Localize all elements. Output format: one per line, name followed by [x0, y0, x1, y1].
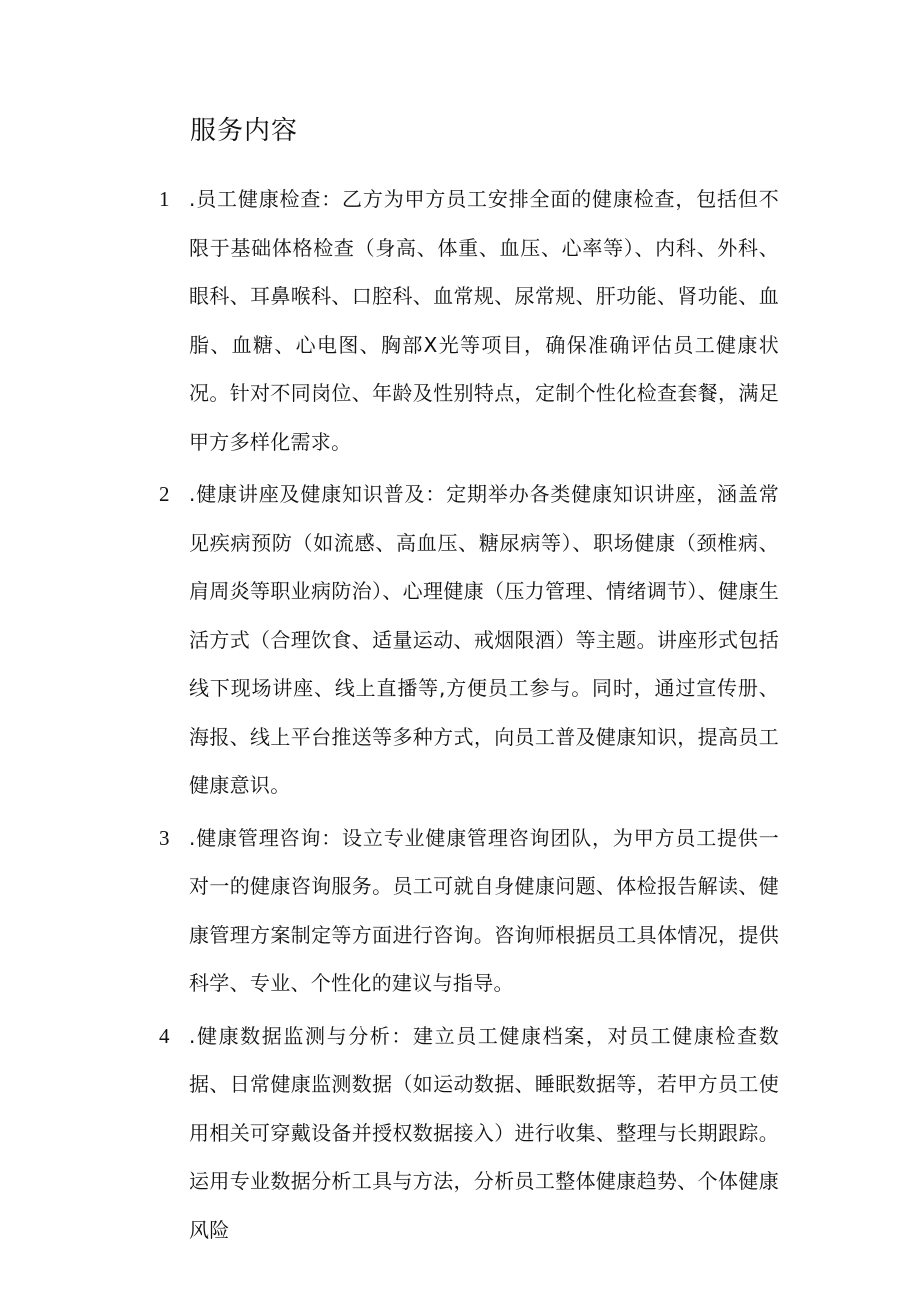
item-text: .健康管理咨询：设立专业健康管理咨询团队，为甲方员工提供一对一的健康咨询服务。员工可就自身健康问题、体检报告解读、健康管理方案制定等方面进行咨询。咨询师根据员工具体情况，提供科学、专业、个性化的建议与指导。 [189, 825, 779, 995]
item-number: 2 [159, 482, 170, 506]
list-item [0, 470, 779, 810]
item-number: 1 [159, 187, 170, 211]
item-text: .健康讲座及健康知识普及：定期举办各类健康知识讲座，涵盖常见疾病预防（如流感、高血压、糖尿病等）、职场健康（颈椎病、肩周炎等职业病防治）、心理健康（压力管理、情绪调节）、健康生活方式（合理饮食、适量运动、戒烟限酒）等主题。讲座形式包括线下现场讲座、线上直播等,方便员工参与。同时，通过宣传册、海报、线上平台推送等多种方式，向员工普及健康知识，提高员工健康意识。 [189, 482, 779, 797]
item-number: 4 [159, 1023, 170, 1048]
item-number: 3 [159, 825, 170, 850]
list-item [0, 814, 779, 1008]
service-list [0, 175, 920, 1258]
page-title: 服务内容 [190, 116, 299, 146]
item-text: .员工健康检查：乙方为甲方员工安排全面的健康检查，包括但不限于基础体格检查（身高、体重、血压、心率等）、内科、外科、眼科、耳鼻喉科、口腔科、血常规、尿常规、肝功能、肾功能、血脂、血糖、心电图、胸部X光等项目，确保准确评估员工健康状况。针对不同岗位、年龄及性别特点，定制个性化检查套餐，满足甲方多样化需求。 [189, 187, 779, 454]
list-item [0, 175, 779, 466]
item-text: .健康数据监测与分析：建立员工健康档案，对员工健康检查数据、日常健康监测数据（如运动数据、睡眠数据等，若甲方员工使用相关可穿戴设备并授权数据接入）进行收集、整理与长期跟踪。运用专业数据分析工具与方法，分析员工整体健康趋势、个体健康风险 [189, 1023, 779, 1242]
list-item [0, 1012, 779, 1255]
